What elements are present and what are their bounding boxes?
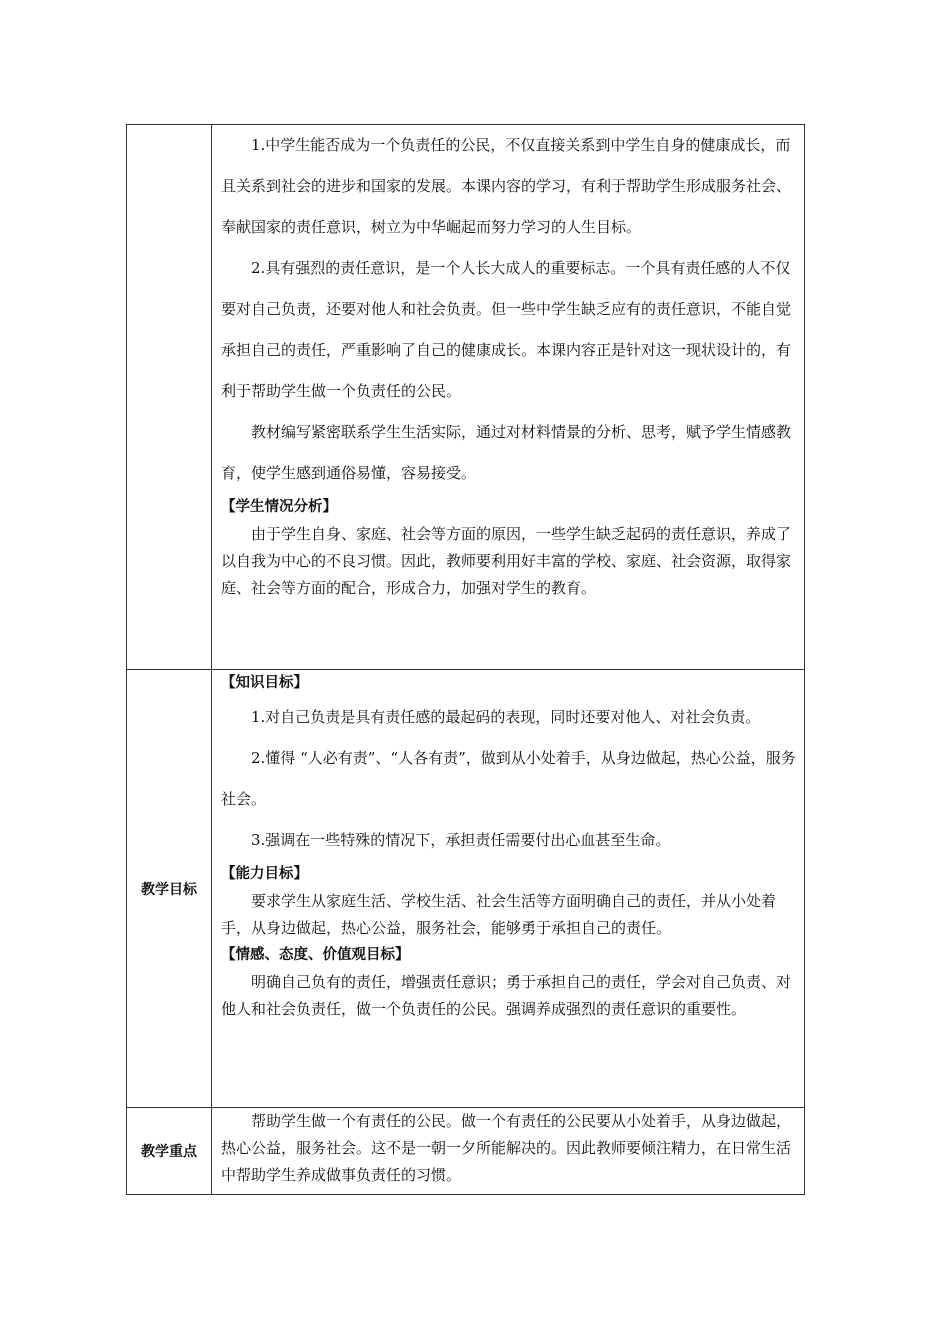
row-label-empty <box>127 125 212 670</box>
table-row-key-points <box>127 1108 805 1195</box>
row-label-teaching-focus: 教学重点 <box>127 1108 212 1195</box>
lesson-plan-table <box>126 124 805 1195</box>
student-analysis-heading: 【学生情况分析】 <box>221 499 337 515</box>
key-points-content <box>212 1108 805 1195</box>
emotion-goal-text: 明确自己负有的责任，增强责任意识；勇于承担自己的责任，学会对自己负责、对他人和社会负责任，做一个负责任的公民。强调养成强烈的责任意识的重要性。 <box>221 973 792 1018</box>
key-points-text: 帮助学生做一个有责任的公民。做一个有责任的公民要从小处着手，从身边做起，热心公益，服务社会。这不是一朝一夕所能解决的。因此教师要倾注精力，在日常生活中帮助学生养成做事负责任的习惯。 <box>221 1112 792 1184</box>
emotion-goal-heading: 【情感、态度、价值观目标】 <box>221 947 410 963</box>
knowledge-goal-heading: 【知识目标】 <box>221 675 308 691</box>
knowledge-item-1: 1.对自己负责是具有责任感的最起码的表现，同时还要对他人、对社会负责。 <box>251 708 761 726</box>
knowledge-item-3: 3.强调在一些特殊的情况下，承担责任需要付出心血甚至生命。 <box>251 831 671 849</box>
table-row-goals <box>127 670 805 1108</box>
paragraph-2: 2.具有强烈的责任意识，是一个人长大成人的重要标志。一个具有责任感的人不仅要对自己负责，还要对他人和社会负责。但一些中学生缺乏应有的责任意识，不能自觉承担自己的责任，严重影响了自己的健康成长。本课内容正是针对这一现状设计的，有利于帮助学生做一个负责任的公民。 <box>221 259 792 400</box>
student-analysis-text: 由于学生自身、家庭、社会等方面的原因，一些学生缺乏起码的责任意识，养成了以自我为中心的不良习惯。因此，教师要利用好丰富的学校、家庭、社会资源，取得家庭、社会等方面的配合，形成合力，加强对学生的教育。 <box>221 525 792 597</box>
ability-goal-text: 要求学生从家庭生活、学校生活、社会生活等方面明确自己的责任，并从小处着手，从身边做起，热心公益，服务社会，能够勇于承担自己的责任。 <box>221 892 777 937</box>
table-row-analysis <box>127 125 805 670</box>
analysis-content <box>212 125 805 670</box>
row-label-teaching-goals: 教学目标 <box>127 670 212 1108</box>
paragraph-1: 1.中学生能否成为一个负责任的公民，不仅直接关系到中学生自身的健康成长，而且关系到社会的进步和国家的发展。本课内容的学习，有利于帮助学生形成服务社会、奉献国家的责任意识，树立为中华崛起而努力学习的人生目标。 <box>221 136 792 236</box>
paragraph-3: 教材编写紧密联系学生生活实际，通过对材料情景的分析、思考，赋予学生情感教育，使学生感到通俗易懂，容易接受。 <box>221 423 792 482</box>
knowledge-item-2: 2.懂得 “人必有责”、“人各有责”，做到从小处着手，从身边做起，热心公益，服务社会。 <box>221 749 796 808</box>
goals-content <box>212 670 805 1108</box>
ability-goal-heading: 【能力目标】 <box>221 866 308 882</box>
